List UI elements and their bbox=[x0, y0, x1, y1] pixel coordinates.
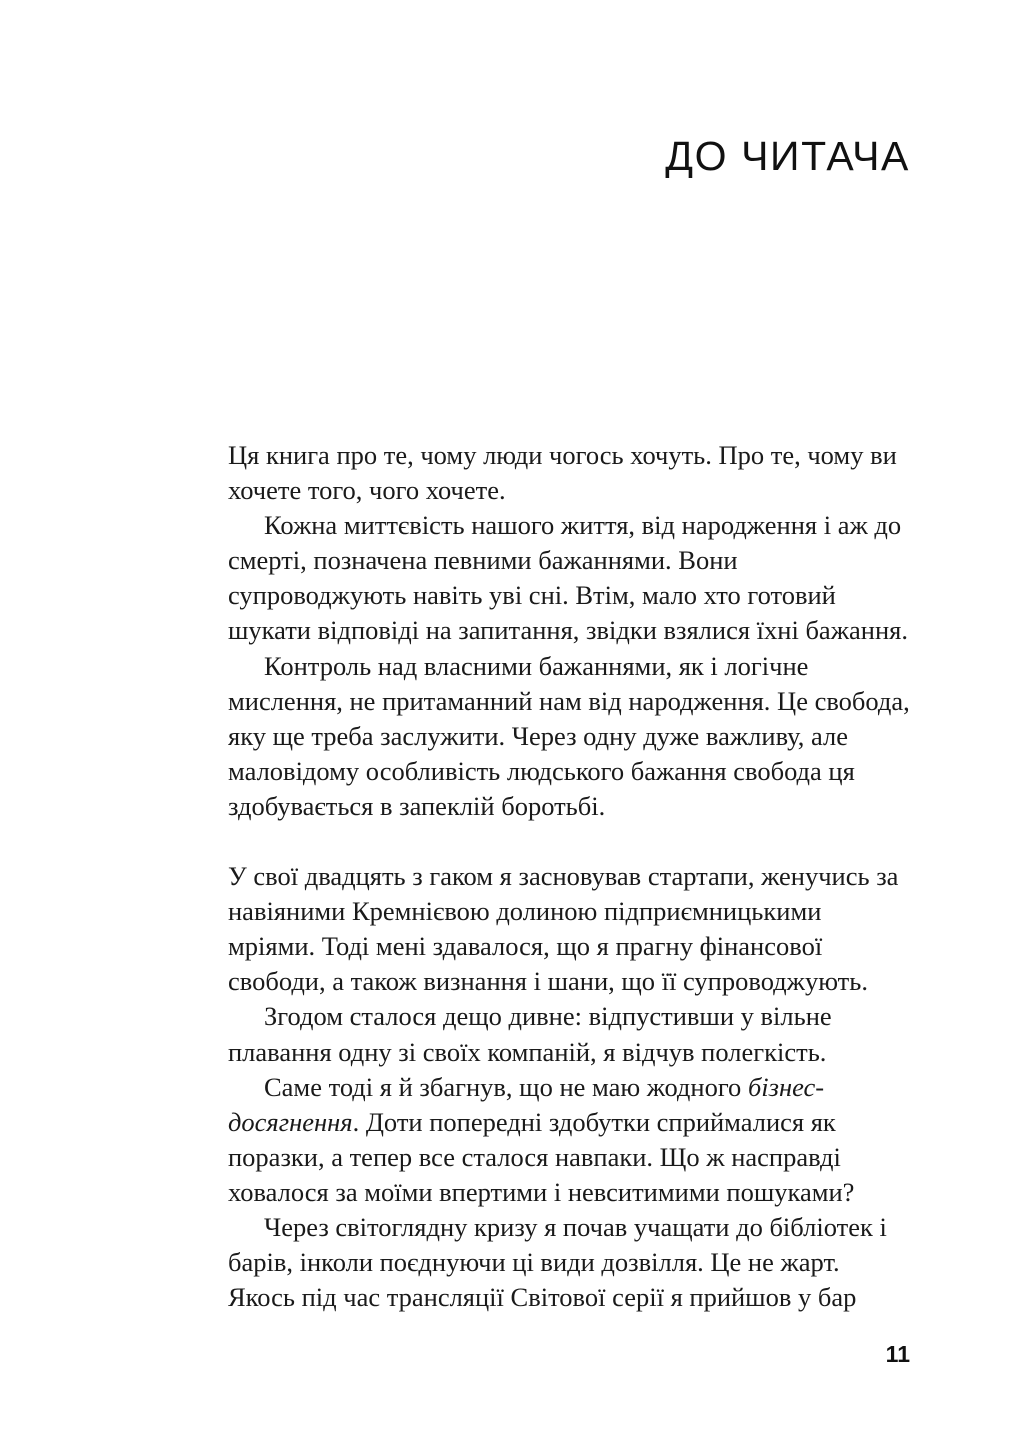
body-text-column bbox=[228, 438, 917, 1315]
text-run: У свої двадцять з гаком я засновував стартапи, женучись за навіяними Кремнієвою долиною підприємницькими мріями. Тоді мені здавалося, що я прагну фінансової свободи, а також визнання і шани, що її супроводжують. bbox=[228, 861, 906, 997]
text-run: Саме тоді я й збагнув, що не маю жодного bbox=[264, 1071, 748, 1102]
body-paragraph bbox=[228, 508, 912, 648]
paragraph-block-separator bbox=[228, 824, 912, 859]
body-paragraph bbox=[228, 1070, 912, 1210]
emphasis-text: бізнес-досягнення bbox=[228, 1071, 825, 1137]
text-run: Контроль над власними бажаннями, як і логічне мислення, не притаманний нам від народження. Це свобода, яку ще треба заслужити. Через одну дуже важливу, але маловідому особливість людського бажання свобода ця здобувається в запеклій боротьбі. bbox=[228, 650, 917, 821]
text-run: Ця книга про те, чому люди чогось хочуть. Про те, чому ви хочете того, чого хочете. bbox=[228, 440, 904, 506]
page-number: 11 bbox=[885, 1341, 910, 1367]
text-run: Згодом сталося дещо дивне: відпустивши у вільне плавання одну зі своїх компаній, я відчув полегкість. bbox=[228, 1001, 839, 1067]
body-paragraph bbox=[228, 859, 912, 999]
body-paragraph bbox=[228, 999, 912, 1069]
body-paragraph bbox=[228, 1210, 912, 1315]
body-paragraph bbox=[228, 438, 912, 508]
chapter-title: ДО ЧИТАЧА bbox=[665, 133, 910, 179]
text-run: . Доти попередні здобутки сприймалися як поразки, а тепер все сталося навпаки. Що ж насправді ховалося за моїми впертими і невситимими пошуками? bbox=[228, 1106, 855, 1207]
body-paragraph bbox=[228, 649, 917, 824]
text-run: Кожна миттєвість нашого життя, від народження і аж до смерті, позначена певними бажаннями. Вони супроводжують навіть уві сні. Втім, мало хто готовий шукати відповіді на запитання, звідки взялися їхні бажання. bbox=[228, 510, 908, 646]
text-run: Через світоглядну кризу я почав учащати до бібліотек і барів, інколи поєднуючи ці види дозвілля. Це не жарт. Якось під час трансляції Світової серії я прийшов у бар bbox=[228, 1211, 894, 1313]
